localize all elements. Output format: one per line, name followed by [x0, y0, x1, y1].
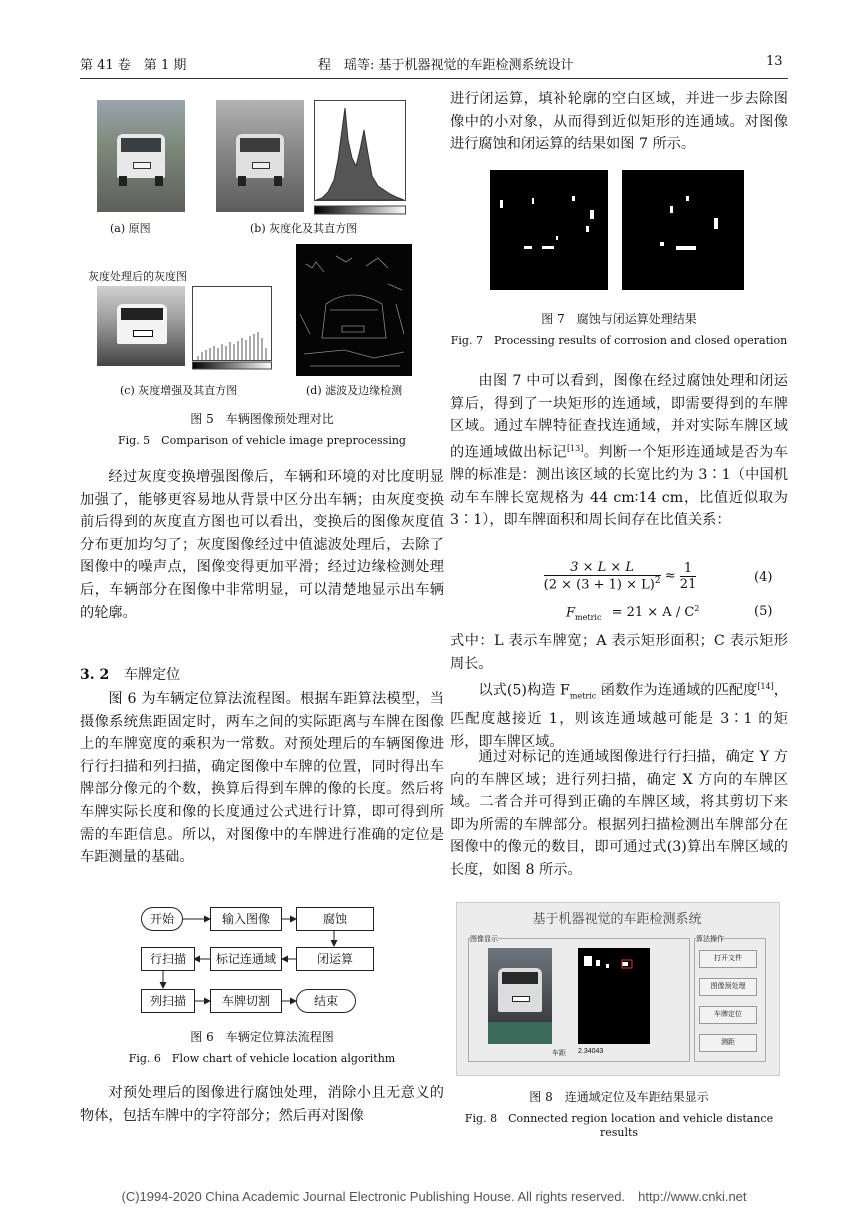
fig5-caption-en: Fig. 5 Comparison of vehicle image preprocessing: [118, 434, 406, 447]
fig8-original-image: [488, 948, 552, 1044]
fig8-caption-en: Fig. 8 Connected region location and vehicle distance results: [464, 1112, 774, 1139]
equation-5: [566, 604, 699, 622]
fig8-distance-label: 车距: [552, 1050, 566, 1057]
fig6-caption-cn: 图 6 车辆定位算法流程图: [190, 1030, 334, 1044]
fig8-panel-image-label: 图像显示: [470, 936, 498, 943]
fig7-caption-en: Fig. 7 Processing results of corrosion and closed operation: [450, 334, 788, 347]
fig8-ranging-button[interactable]: 测距: [699, 1034, 757, 1052]
header-page: 13: [766, 54, 783, 69]
flow-node-column-scan: 列扫描: [141, 989, 195, 1013]
section-heading: [80, 664, 180, 684]
fig7-image-erosion: [490, 170, 608, 290]
left-paragraph-1: 经过灰度变换增强图像后，车辆和环境的对比度明显加强了，能够更容易地从背景中区分出车辆；由灰度变换前后得到的灰度直方图也可以看出，变换后的图像灰度值分布更加均匀了；灰度图像经过中值滤波处理后，去除了图像中的噪声点，图像变得更加平滑；经过边缘检测处理后，车辆部分在图像中非常明显，可以清楚地显示出车辆的轮廓。: [80, 469, 444, 621]
eq4-numerator: 3 × L × L: [544, 560, 661, 576]
f-metric-sub: metric: [569, 691, 597, 701]
fig7-image-closing: [622, 170, 744, 290]
ref-13: [13]: [566, 443, 584, 453]
left-paragraph-3: 对预处理后的图像进行腐蚀处理，消除小且无意义的物体，包括车牌中的字符部分；然后再对图像: [80, 1085, 444, 1124]
section-number: 3. 2: [80, 667, 110, 683]
eq4-rhs-num: 1: [680, 561, 697, 577]
eq5-rhs: = 21 × A / C: [611, 605, 695, 621]
ref-14: [14]: [757, 682, 774, 691]
eq4-denominator: (2 × (3 + 1) × L): [543, 577, 655, 593]
fig8-caption-cn: 图 8 连通域定位及车距结果显示: [529, 1090, 709, 1104]
fig5-image-original: [97, 100, 185, 212]
right-paragraph-1: 进行闭运算，填补轮廓的空白区域，并进一步去除图像中的小对象，从而得到近似矩形的连通域。对图像进行腐蚀和闭运算的结果如图 7 所示。: [450, 91, 788, 153]
footer-copyright: (C)1994-2020 China Academic Journal Electronic Publishing House. All rights reserved. http://www.cnki.net: [121, 1189, 747, 1204]
header-title: 程 瑶等: 基于机器视觉的车距检测系统设计: [318, 58, 574, 73]
flow-node-input-image: 输入图像: [210, 907, 282, 931]
header-rule: [80, 78, 788, 79]
equation-4: [540, 560, 700, 592]
flow-node-start: 开始: [141, 907, 183, 931]
flow-node-erosion: 腐蚀: [296, 907, 374, 931]
header-volume: 第 41 卷 第 1 期: [80, 58, 187, 73]
section-title: 车牌定位: [124, 667, 181, 683]
fig5-sub-b: (b) 灰度化及其直方图: [250, 222, 358, 235]
eq4-den-exp: 2: [654, 576, 661, 586]
fig5-sub-c-label: 灰度处理后的灰度图: [88, 270, 187, 283]
fig5-histogram-gray: [314, 100, 406, 222]
eq5-label: (5): [754, 604, 773, 619]
fig5-caption-cn: 图 5 车辆图像预处理对比: [190, 412, 334, 426]
fig5-sub-a: (a) 原图: [110, 222, 151, 235]
fig8-binary-image: [578, 948, 650, 1044]
eq5-lhs: F: [566, 605, 576, 621]
fig5-image-enhanced: [97, 286, 185, 366]
flow-node-mark-region: 标记连通域: [210, 947, 282, 971]
eq5-rhs-exp: 2: [694, 604, 700, 613]
flow-node-end: 结束: [296, 989, 356, 1013]
fig5-sub-c: (c) 灰度增强及其直方图: [120, 384, 238, 397]
right-paragraph-4: 以式(5)构造 $F_{metric}$ 函数作为连通域的匹配度[14]，匹配度越接近 1，则该连通域越可能是 3∶1 的矩形，即车牌区域。: [450, 682, 788, 750]
left-paragraph-2: 图 6 为车辆定位算法流程图。根据车距算法模型，当摄像系统焦距固定时，两车之间的实际距离与车牌在图像上的车牌宽度的乘积为一常数。对预处理后的车辆图像进行行扫描和列扫描，确定图像中车牌的位置，同时得出车牌部分像元的个数，换算后得到车牌的像的长度。然后将车牌实际长度和像的长度通过公式进行计算，即可得到所需的车距信息。所以，对图像中的车牌进行准确的定位是车距测量的基础。: [80, 691, 444, 866]
fig5-sub-d: (d) 滤波及边缘检测: [306, 384, 403, 397]
right-paragraph-3: 式中：L 表示车牌宽；A 表示矩形面积；C 表示矩形周长。: [450, 633, 788, 672]
fig8-distance-value: 2.34043: [578, 1048, 604, 1055]
fig8-preprocess-button[interactable]: 图像预处理: [699, 978, 757, 996]
eq4-rhs-den: 21: [679, 576, 697, 592]
flow-node-closing: 闭运算: [296, 947, 374, 971]
fig5-image-gray: [216, 100, 304, 212]
eq4-approx: ≈: [664, 568, 676, 584]
right-paragraph-5: 通过对标记的连通域图像进行行扫描，确定 Y 方向的车牌区域；进行列扫描，确定 X 方向的车牌区域。二者合并可得到正确的车牌区域，将其剪切下来即为所需的车牌部分。根据列扫描检测出车牌部分在图像中的像元的数目，即可通过式(3)算出车牌区域的长度，如图 8 所示。: [450, 749, 788, 878]
fig8-panel-ops-label: 算法操作: [696, 936, 724, 943]
fig6-caption-en: Fig. 6 Flow chart of vehicle location algorithm: [128, 1052, 396, 1065]
fig8-plate-locate-button[interactable]: 车牌定位: [699, 1006, 757, 1024]
flow-node-plate-cut: 车牌切割: [210, 989, 282, 1013]
eq4-label: (4): [754, 570, 773, 585]
fig5-image-edges: [296, 244, 412, 376]
fig8-app-title: 基于机器视觉的车距检测系统: [532, 912, 702, 927]
eq5-lhs-sub: metric: [575, 612, 602, 622]
right-paragraph-2: 由图 7 中可以看到，图像在经过腐蚀处理和闭运算后，得到了一块矩形的连通域，即需要得到的车牌区域。通过车牌特征查找连通域，并对实际车牌区域的连通域做出标记[13]。判断一个矩形连通域是否为车牌的标准是：测出该区域的长宽比约为 3∶1（中国机动车车牌长宽规格为 44 cm∶14 cm，比值近似取为 3∶1），即车牌面积和周长间存在比值关系：: [450, 373, 788, 529]
fig7-caption-cn: 图 7 腐蚀与闭运算处理结果: [541, 312, 697, 326]
fig8-open-file-button[interactable]: 打开文件: [699, 950, 757, 968]
fig5-histogram-enhanced: [192, 286, 272, 370]
flow-node-row-scan: 行扫描: [141, 947, 195, 971]
